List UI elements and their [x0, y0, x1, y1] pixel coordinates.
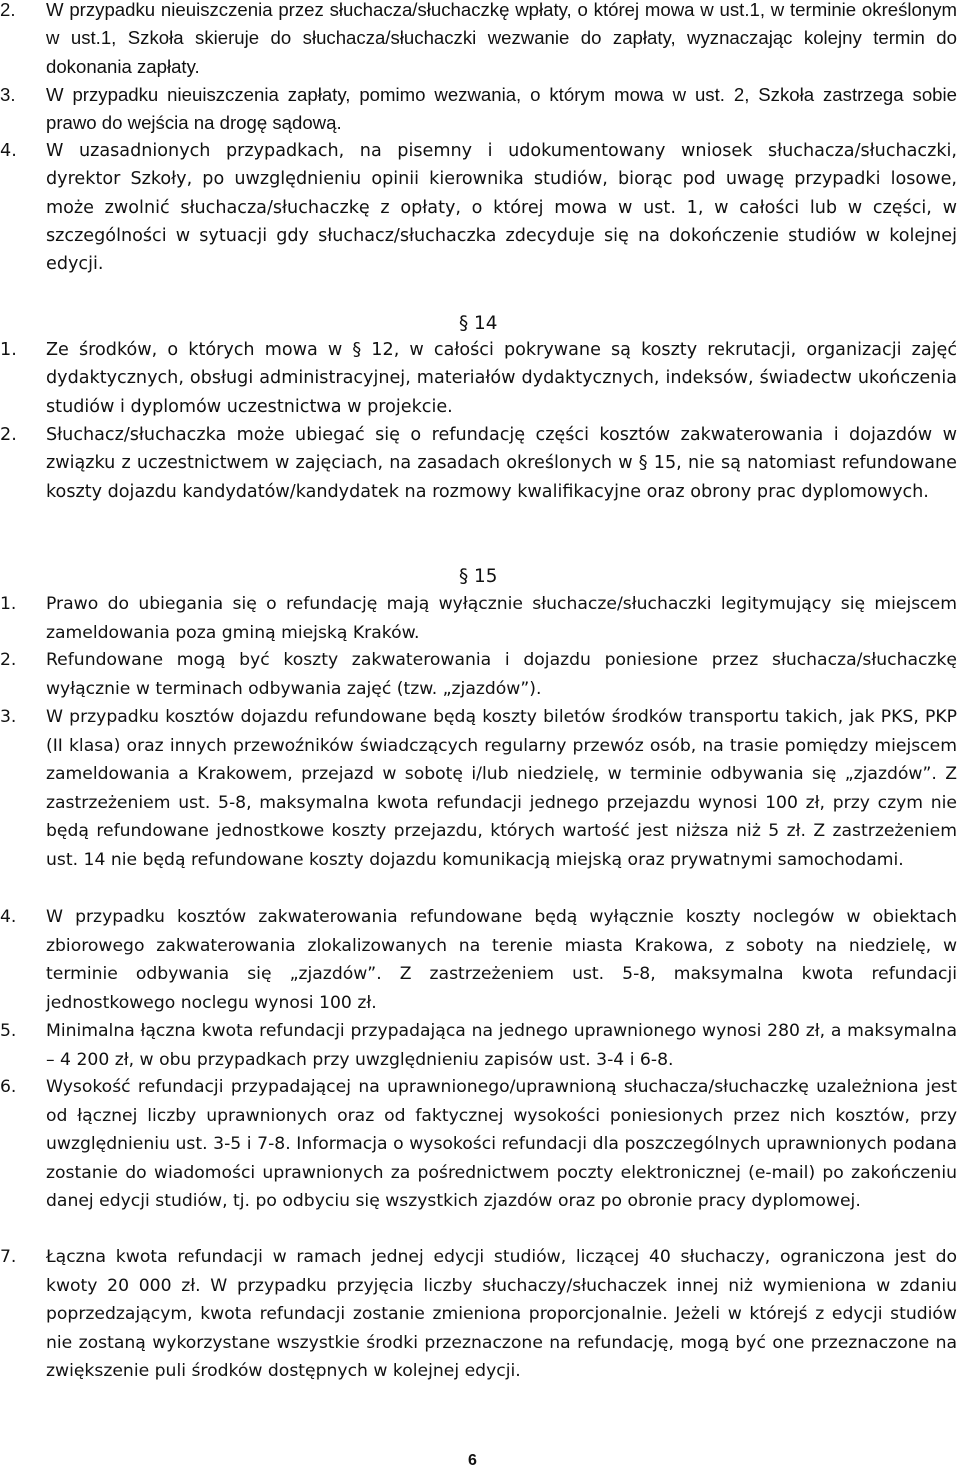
item-text: Prawo do ubiegania się o refundację mają wyłącznie słuchacze/słuchaczki legitymujący się miejscem zameldowania poza gminą miejską Kraków. — [46, 594, 957, 643]
item-text: Wysokość refundacji przypadającej na uprawnionego/uprawnioną słuchacza/słuchaczkę uzależniona jest od łącznej liczby uprawnionych oraz od faktycznej wysokości poniesionych przez nich kosztów, przy uwzględnieniu ust. 3-5 i 7-8. Informacja o wysokości refundacji dla poszczególnych uprawnionych podana zostanie do wiadomości uprawnionych za pośrednictwem poczty elektronicznej (e-mail) po zakończeniu danej edycji studiów, tj. po odbyciu się wszystkich zjazdów oraz po obronie pracy dyplomowej. — [46, 1077, 957, 1212]
list-item — [0, 1017, 957, 1074]
list-item — [0, 646, 957, 703]
list-item — [0, 703, 957, 875]
page-number: 6 — [468, 1452, 477, 1469]
item-number: 5. — [0, 1021, 17, 1041]
list-item — [0, 0, 957, 81]
section-heading-15: § 15 — [459, 566, 498, 587]
item-text: Refundowane mogą być koszty zakwaterowania i dojazdu poniesione przez słuchacza/słuchaczkę wyłącznie w terminach odbywania zajęć (tzw. „zjazdów”). — [46, 650, 957, 699]
item-text: Łączna kwota refundacji w ramach jednej edycji studiów, liczącej 40 słuchaczy, ograniczona jest do kwoty 20 000 zł. W przypadku przyjęcia liczby słuchaczy/słuchaczek innej niż wymieniona w zdaniu poprzedzającym, kwota refundacji zostanie zmieniona proporcjonalnie. Jeżeli w którejś z edycji studiów nie zostaną wykorzystane wszystkie środki przeznaczone na refundację, mogą być one przeznaczone na zwiększenie puli środków dostępnych w kolejnej edycji. — [46, 1247, 957, 1382]
item-number: 4. — [0, 141, 17, 161]
item-text: Ze środków, o których mowa w § 12, w całości pokrywane są koszty rekrutacji, organizacji zajęć dydaktycznych, obsługi administracyjnej, materiałów dydaktycznych, indeksów, świadectw ukończenia studiów i dyplomów uczestnictwa w projekcie. — [46, 340, 957, 417]
item-text: Słuchacz/słuchaczka może ubiegać się o refundację części kosztów zakwaterowania i dojazdów w związku z uczestnictwem w zajęciach, na zasadach określonych w § 15, nie są natomiast refundowane koszty dojazdu kandydatów/kandydatek na rozmowy kwalifikacyjne oraz obrony prac dyplomowych. — [46, 425, 957, 502]
list-item — [0, 81, 957, 138]
list-item — [0, 137, 957, 278]
item-number: 1. — [0, 594, 17, 614]
item-text: W przypadku kosztów dojazdu refundowane będą koszty biletów środków transportu takich, jak PKS, PKP (II klasa) oraz innych przewoźników świadczących regularny przewóz osób, na trasie pomiędzy miejscem zameldowania a Krakowem, przejazd w sobotę i/lub niedzielę, w terminie odbywania się „zjazdów”. Z zastrzeżeniem ust. 5-8, maksymalna kwota refundacji jednego przejazdu wynosi 100 zł, przy czym nie będą refundowane jednostkowe koszty przejazdu, których wartość jest niższa niż 5 zł. Z zastrzeżeniem ust. 14 nie będą refundowane koszty dojazdu komunikacją miejską oraz prywatnymi samochodami. — [46, 707, 957, 870]
list-item — [0, 336, 957, 421]
item-text: W uzasadnionych przypadkach, na pisemny i udokumentowany wniosek słuchacza/słuchaczki, dyrektor Szkoły, po uwzględnieniu opinii kierownika studiów, biorąc pod uwagę przypadki losowe, może zwolnić słuchacza/słuchaczkę z opłaty, o której mowa w ust. 1, w całości lub w części, w szczególności w sytuacji gdy słuchacz/słuchaczka zdecyduje się na dokończenie studiów w kolejnej edycji. — [46, 141, 957, 275]
item-number: 3. — [0, 707, 17, 727]
list-item — [0, 590, 957, 647]
list-item — [0, 1073, 957, 1216]
list-item — [0, 421, 957, 506]
item-text: W przypadku nieuiszczenia zapłaty, pomimo wezwania, o którym mowa w ust. 2, Szkoła zastrzega sobie prawo do wejścia na drogę sądową. — [46, 84, 957, 134]
item-text: Minimalna łączna kwota refundacji przypadająca na jednego uprawnionego wynosi 280 zł, a maksymalna – 4 200 zł, w obu przypadkach przy uwzględnieniu zapisów ust. 3-4 i 6-8. — [46, 1021, 957, 1070]
list-item — [0, 903, 957, 1017]
item-number: 2. — [0, 0, 16, 20]
item-number: 6. — [0, 1077, 17, 1097]
item-number: 3. — [0, 84, 16, 105]
item-number: 7. — [0, 1247, 17, 1267]
item-number: 2. — [0, 425, 17, 445]
item-number: 4. — [0, 907, 17, 927]
item-text: W przypadku kosztów zakwaterowania refundowane będą wyłącznie koszty noclegów w obiektach zbiorowego zakwaterowania zlokalizowanych na terenie miasta Krakowa, z soboty na niedzielę, w terminie odbywania się „zjazdów”. Z zastrzeżeniem ust. 5-8, maksymalna kwota refundacji jednostkowego noclegu wynosi 100 zł. — [46, 907, 957, 1013]
list-item — [0, 1243, 957, 1386]
section-heading-14: § 14 — [459, 313, 498, 334]
item-number: 2. — [0, 650, 17, 670]
item-text: W przypadku nieuiszczenia przez słuchacza/słuchaczkę wpłaty, o której mowa w ust.1, w terminie określonym w ust.1, Szkoła skieruje do słuchacza/słuchaczki wezwanie do zapłaty, wyznaczając kolejny termin do dokonania zapłaty. — [46, 0, 957, 77]
item-number: 1. — [0, 340, 17, 360]
